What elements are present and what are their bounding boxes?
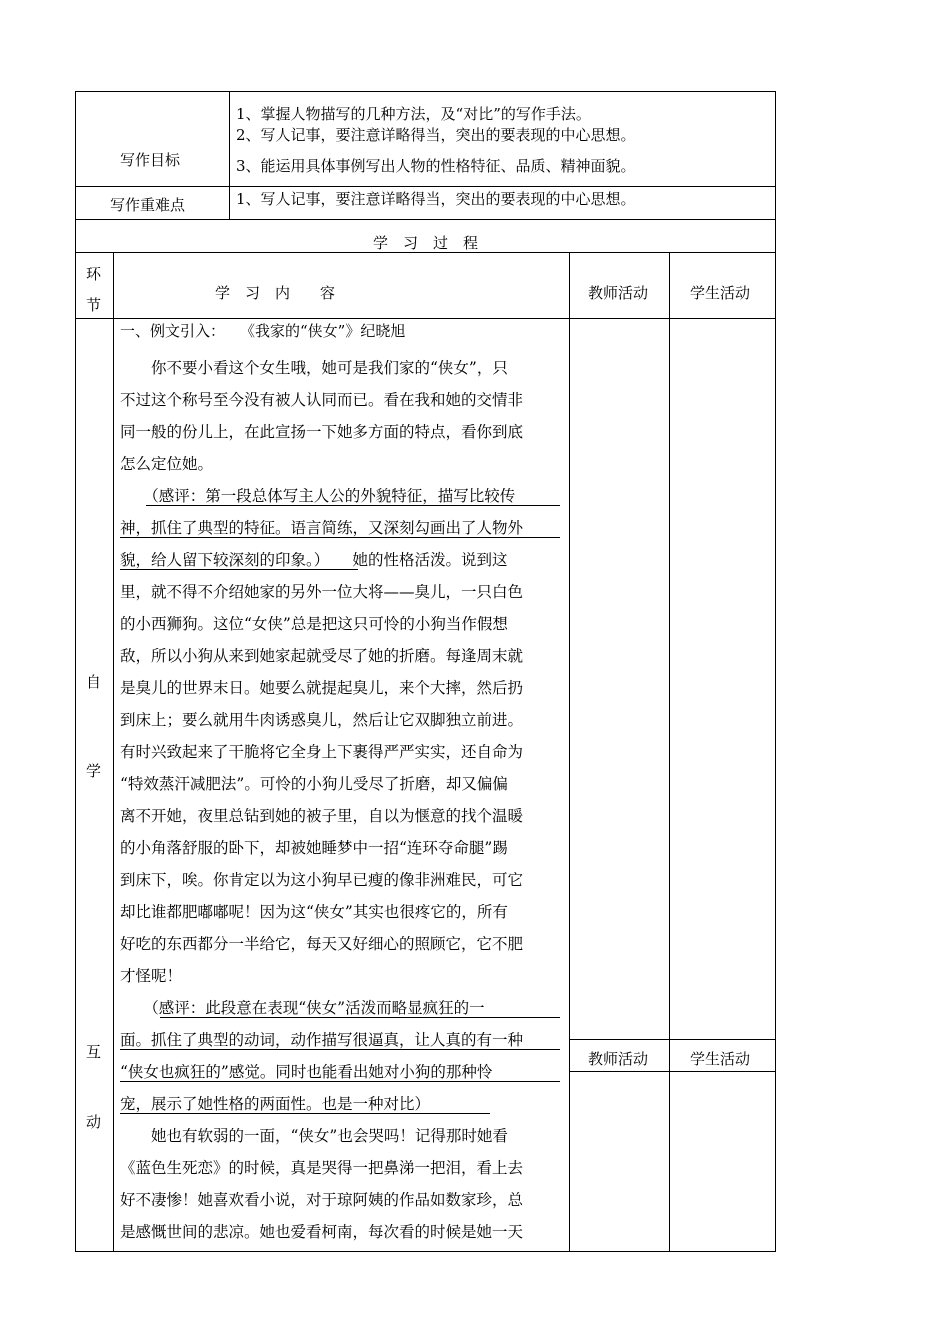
table-bottom-border [75, 1251, 776, 1252]
side-char-dong: 动 [86, 1113, 102, 1131]
header-row-border [75, 318, 776, 319]
section-header-top: 环 [86, 265, 102, 283]
goals-label: 写作目标 [120, 151, 181, 169]
content-line-20: 才怪呢！ [120, 967, 183, 985]
content-line-22: 面。抓住了典型的动词，动作描写很逼真，让人真的有一种 [120, 1031, 524, 1049]
content-line-13: 有时兴致起来了干脆将它全身上下裹得严严实实，还自命为 [120, 743, 524, 761]
teacher-header: 教师活动 [588, 284, 649, 302]
content-line-28: 是感慨世间的悲凉。她也爱看柯南，每次看的时候是她一天 [120, 1223, 524, 1241]
content-line-27: 好不凄惨！她喜欢看小说，对于琼阿姨的作品如数家珍，总 [120, 1191, 524, 1209]
student-header: 学生活动 [690, 284, 751, 302]
content-line-11: 是臭儿的世界末日。她要么就提起臭儿，来个大摔，然后扔 [120, 679, 524, 697]
table-left-border [75, 91, 76, 1252]
content-line-3: 同一般的份儿上，在此宣扬一下她多方面的特点，看你到底 [120, 423, 524, 441]
section-col-border [113, 252, 114, 1252]
content-line-17: 到床下，唉。你肯定以为这小狗早已瘦的像非洲难民，可它 [120, 871, 524, 889]
goal-item-3: 3、能运用具体事例写出人物的性格特征、品质、精神面貌。 [236, 157, 636, 175]
content-line-10: 敌，所以小狗从来到她家起就受尽了她的折磨。每逢周末就 [120, 647, 524, 665]
goal-divider [229, 91, 230, 220]
comment-underline-3 [120, 569, 358, 570]
content-line-1: 你不要小看这个女生哦，她可是我们家的“侠女”，只 [120, 359, 508, 377]
content-header: 学 习 内 容 [215, 284, 336, 302]
intro-line: 一、例文引入： 《我家的“侠女”》纪晓旭 [120, 322, 406, 340]
teacher-header-2: 教师活动 [588, 1050, 649, 1068]
content-line-7: 貌，给人留下较深刻的印象。） 她的性格活泼。说到这 [120, 551, 508, 569]
content-line-15: 离不开她，夜里总钻到她的被子里，自以为惬意的找个温暖 [120, 807, 524, 825]
table-top-border [75, 91, 776, 92]
content-line-25: 她也有软弱的一面，“侠女”也会哭吗！记得那时她看 [120, 1127, 508, 1145]
side-char-xue: 学 [86, 762, 102, 780]
teacher-col-border [669, 252, 670, 1252]
keypoints-text: 1、写人记事，要注意详略得当，突出的要表现的中心思想。 [236, 190, 636, 208]
comment-underline-2 [120, 537, 560, 538]
content-line-9: 的小西狮狗。这位“女侠”总是把这只可怜的小狗当作假想 [120, 615, 508, 633]
content-line-23: “侠女也疯狂的”感觉。同时也能看出她对小狗的那种怜 [120, 1063, 493, 1081]
table-right-border [775, 91, 776, 1252]
activity-row-top [569, 1039, 776, 1040]
content-line-21: （感评：此段意在表现“侠女”活泼而略显疯狂的一 [120, 999, 485, 1017]
content-line-12: 到床上；要么就用牛肉诱惑臭儿，然后让它双脚独立前进。 [120, 711, 524, 729]
content-col-border [569, 252, 570, 1252]
comment-underline-1 [146, 505, 560, 506]
comment-underline-6 [120, 1081, 560, 1082]
side-char-hu: 互 [86, 1043, 102, 1061]
content-line-6: 神，抓住了典型的特征。语言简练，又深刻勾画出了人物外 [120, 519, 524, 537]
content-line-19: 好吃的东西都分一半给它，每天又好细心的照顾它，它不肥 [120, 935, 524, 953]
process-title: 学 习 过 程 [372, 234, 478, 252]
goal-item-2: 2、写人记事，要注意详略得当，突出的要表现的中心思想。 [236, 126, 636, 144]
comment-underline-5 [120, 1049, 560, 1050]
activity-row-bottom [569, 1071, 776, 1072]
content-line-26: 《蓝色生死恋》的时候，真是哭得一把鼻涕一把泪，看上去 [120, 1159, 524, 1177]
content-line-16: 的小角落舒服的卧下，却被她睡梦中一招“连环夺命腿”踢 [120, 839, 508, 857]
comment-underline-4 [160, 1017, 560, 1018]
goal-item-1: 1、掌握人物描写的几种方法，及“对比”的写作手法。 [236, 105, 591, 123]
content-line-5: （感评：第一段总体写主人公的外貌特征，描写比较传 [120, 487, 516, 505]
content-line-14: “特效蒸汗减肥法”。可怜的小狗儿受尽了折磨，却又偏偏 [120, 775, 508, 793]
content-line-2: 不过这个称号至今没有被人认同而已。看在我和她的交情非 [120, 391, 524, 409]
content-line-8: 里，就不得不介绍她家的另外一位大将——臭儿，一只白色 [120, 583, 524, 601]
content-line-18: 却比谁都肥嘟嘟呢！因为这“侠女”其实也很疼它的，所有 [120, 903, 508, 921]
content-line-24: 宠，展示了她性格的两面性。也是一种对比） [120, 1095, 431, 1113]
keypoints-row-border [75, 219, 776, 220]
content-line-4: 怎么定位她。 [120, 455, 214, 473]
comment-underline-7 [120, 1113, 490, 1114]
goals-row-border [75, 186, 776, 187]
section-header-bottom: 节 [86, 296, 102, 314]
student-header-2: 学生活动 [690, 1050, 751, 1068]
side-char-zi: 自 [86, 673, 102, 691]
keypoints-label: 写作重难点 [110, 196, 186, 214]
